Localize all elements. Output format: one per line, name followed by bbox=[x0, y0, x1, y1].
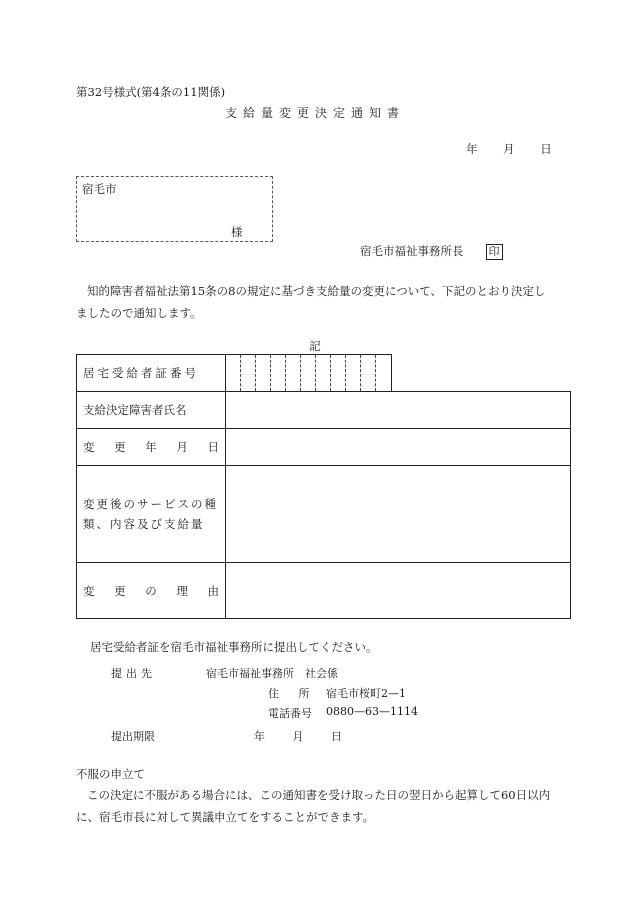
digit-cell[interactable] bbox=[331, 355, 346, 391]
digit-cell[interactable] bbox=[301, 355, 316, 391]
deadline-value: 年 月 日 bbox=[254, 730, 342, 743]
tel-value: 0880—63—1114 bbox=[326, 705, 418, 718]
decision-table bbox=[76, 354, 571, 619]
recipient-address-box bbox=[76, 176, 273, 242]
deadline-label: 提出期限 bbox=[111, 730, 155, 743]
digit-cell[interactable] bbox=[346, 355, 361, 391]
cert-number-cells[interactable] bbox=[226, 355, 392, 392]
recipient-city: 宿毛市 bbox=[82, 182, 117, 196]
table-row bbox=[77, 563, 571, 619]
dest-label: 提出先 bbox=[111, 667, 156, 680]
address-value: 宿毛市桜町2—1 bbox=[326, 687, 406, 700]
issue-date: 年 月 日 bbox=[466, 142, 552, 156]
recipient-name-value[interactable] bbox=[226, 392, 571, 429]
digit-cell[interactable] bbox=[271, 355, 286, 391]
change-reason-value[interactable] bbox=[226, 563, 571, 619]
digit-cell[interactable] bbox=[226, 355, 241, 391]
dest-value: 宿毛市福祉事務所 社会係 bbox=[206, 667, 338, 680]
digit-cell[interactable] bbox=[286, 355, 301, 391]
recipient-name-label: 支給決定障害者氏名 bbox=[77, 392, 226, 429]
change-date-value[interactable] bbox=[226, 429, 571, 466]
seal-mark: 印 bbox=[486, 244, 503, 260]
notice-body: 知的障害者福祉法第15条の8の規定に基づき支給量の変更について、下記のとおり決定しましたので通知します。 bbox=[76, 284, 546, 320]
table-row bbox=[77, 392, 571, 429]
service-value[interactable] bbox=[226, 466, 571, 563]
objection-text: この決定に不服がある場合には、この通知書を受け取った日の翌日から起算して60日以内に、宿毛市長に対して異議申立てをすることができます。 bbox=[76, 788, 551, 824]
change-reason-label: 変 更 の 理 由 bbox=[77, 563, 226, 619]
table-row bbox=[77, 429, 571, 466]
issuer-name: 宿毛市福祉事務所長 bbox=[360, 244, 464, 258]
form-number: 第32号様式(第4条の11関係) bbox=[76, 85, 226, 99]
digit-cell[interactable] bbox=[241, 355, 256, 391]
ki-heading: 記 bbox=[309, 339, 321, 353]
objection-heading: 不服の申立て bbox=[76, 767, 145, 781]
cert-number-label: 居宅受給者証番号 bbox=[77, 355, 226, 392]
table-row bbox=[77, 355, 571, 392]
address-label: 住 所 bbox=[268, 687, 310, 700]
tel-label: 電話番号 bbox=[268, 707, 312, 720]
table-row bbox=[77, 466, 571, 563]
change-date-label: 変 更 年 月 日 bbox=[77, 429, 226, 466]
service-label: 変更後のサービスの種類、内容及び支給量 bbox=[77, 466, 226, 563]
digit-cell[interactable] bbox=[376, 355, 391, 391]
issuer bbox=[360, 243, 503, 260]
recipient-honorific: 様 bbox=[231, 225, 243, 239]
document-title: 支給量変更決定通知書 bbox=[224, 106, 405, 120]
digit-cell[interactable] bbox=[361, 355, 376, 391]
digit-cell[interactable] bbox=[316, 355, 331, 391]
digit-cell[interactable] bbox=[256, 355, 271, 391]
submit-instruction: 居宅受給者証を宿毛市福祉事務所に提出してください。 bbox=[90, 640, 378, 654]
